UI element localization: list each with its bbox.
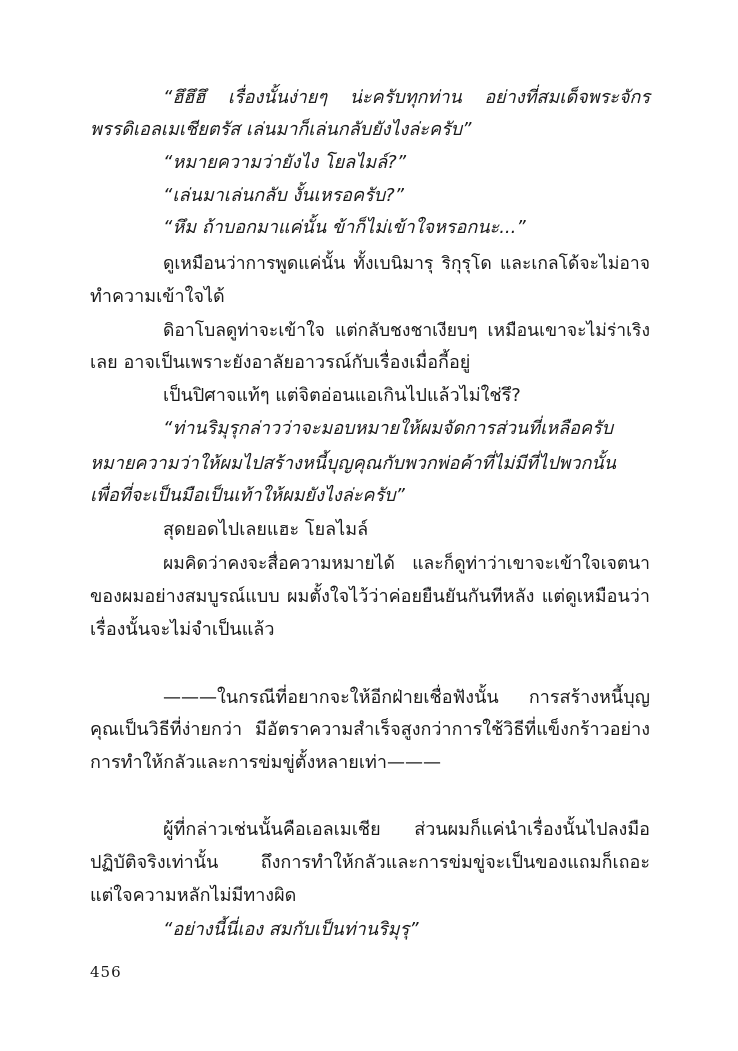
text-line: เลย อาจเป็นเพราะยังอาลัยอาวรณ์กับเรื่องเมื่อกี้อยู่ xyxy=(90,352,471,373)
text-line: เรื่องนั้นจะไม่จำเป็นแล้ว xyxy=(90,619,275,640)
text-line: “ท่านริมุรุกล่าวว่าจะมอบหมายให้ผมจัดการส่วนที่เหลือครับ xyxy=(163,418,614,439)
text-line: ปฏิบัติจริงเท่านั้น ถึงการทำให้กลัวและการข่มขู่จะเป็นของแถมก็เถอะ xyxy=(90,852,650,873)
text-line: แต่ใจความหลักไม่มีทางผิด xyxy=(90,885,297,906)
text-line: “ฮึฮึฮึ เรื่องนั้นง่ายๆ น่ะครับทุกท่าน อย่างที่สมเด็จพระจักร xyxy=(163,87,650,108)
text-line: การทำให้กลัวและการข่มขู่ตั้งหลายเท่า——— xyxy=(90,752,441,773)
text-line: เป็นปิศาจแท้ๆ แต่จิตอ่อนแอเกินไปแล้วไม่ใช่รึ? xyxy=(163,385,521,406)
text-line: “เล่นมาเล่นกลับ งั้นเหรอครับ?” xyxy=(163,185,404,206)
text-line: ผมคิดว่าคงจะสื่อความหมายได้ และก็ดูท่าว่าเขาจะเข้าใจเจตนา xyxy=(163,554,650,574)
page-number: 456 xyxy=(90,963,122,981)
text-line: เพื่อที่จะเป็นมือเป็นเท้าให้ผมยังไงล่ะครับ” xyxy=(90,485,405,506)
text-line: ดูเหมือนว่าการพูดแค่นั้น ทั้งเบนิมารุ ริกุรุโด และเกลโด้จะไม่อาจ xyxy=(163,254,650,274)
text-line: ทำความเข้าใจได้ xyxy=(90,286,225,307)
text-line: พรรดิเอลเมเชียตรัส เล่นมาก็เล่นกลับยังไงล่ะครับ” xyxy=(90,119,472,140)
text-line: ดิอาโบลดูท่าจะเข้าใจ แต่กลับชงชาเงียบๆ เหมือนเขาจะไม่ร่าเริง xyxy=(163,321,650,341)
text-line: “หึม ถ้าบอกมาแค่นั้น ข้าก็ไม่เข้าใจหรอกนะ...” xyxy=(163,217,526,238)
text-line: ของผมอย่างสมบูรณ์แบบ ผมตั้งใจไว้ว่าค่อยยืนยันกันทีหลัง แต่ดูเหมือนว่า xyxy=(90,586,650,607)
text-line: หมายความว่าให้ผมไปสร้างหนี้บุญคุณกับพวกพ่อค้าที่ไม่มีที่ไปพวกนั้น xyxy=(90,453,616,474)
text-line: “อย่างนี้นี่เอง สมกับเป็นท่านริมุรุ” xyxy=(163,919,419,940)
text-line: สุดยอดไปเลยแฮะ โยลไมล์ xyxy=(163,519,369,540)
text-line: คุณเป็นวิธีที่ง่ายกว่า มีอัตราความสำเร็จสูงกว่าการใช้วิธีที่แข็งกร้าวอย่าง xyxy=(90,719,650,740)
text-line: ———ในกรณีที่อยากจะให้อีกฝ่ายเชื่อฟังนั้น การสร้างหนี้บุญ xyxy=(163,687,650,708)
text-line: “หมายความว่ายังไง โยลไมล์?” xyxy=(163,152,407,173)
text-line: ผู้ที่กล่าวเช่นนั้นคือเอลเมเชีย ส่วนผมก็แค่นำเรื่องนั้นไปลงมือ xyxy=(163,819,650,840)
